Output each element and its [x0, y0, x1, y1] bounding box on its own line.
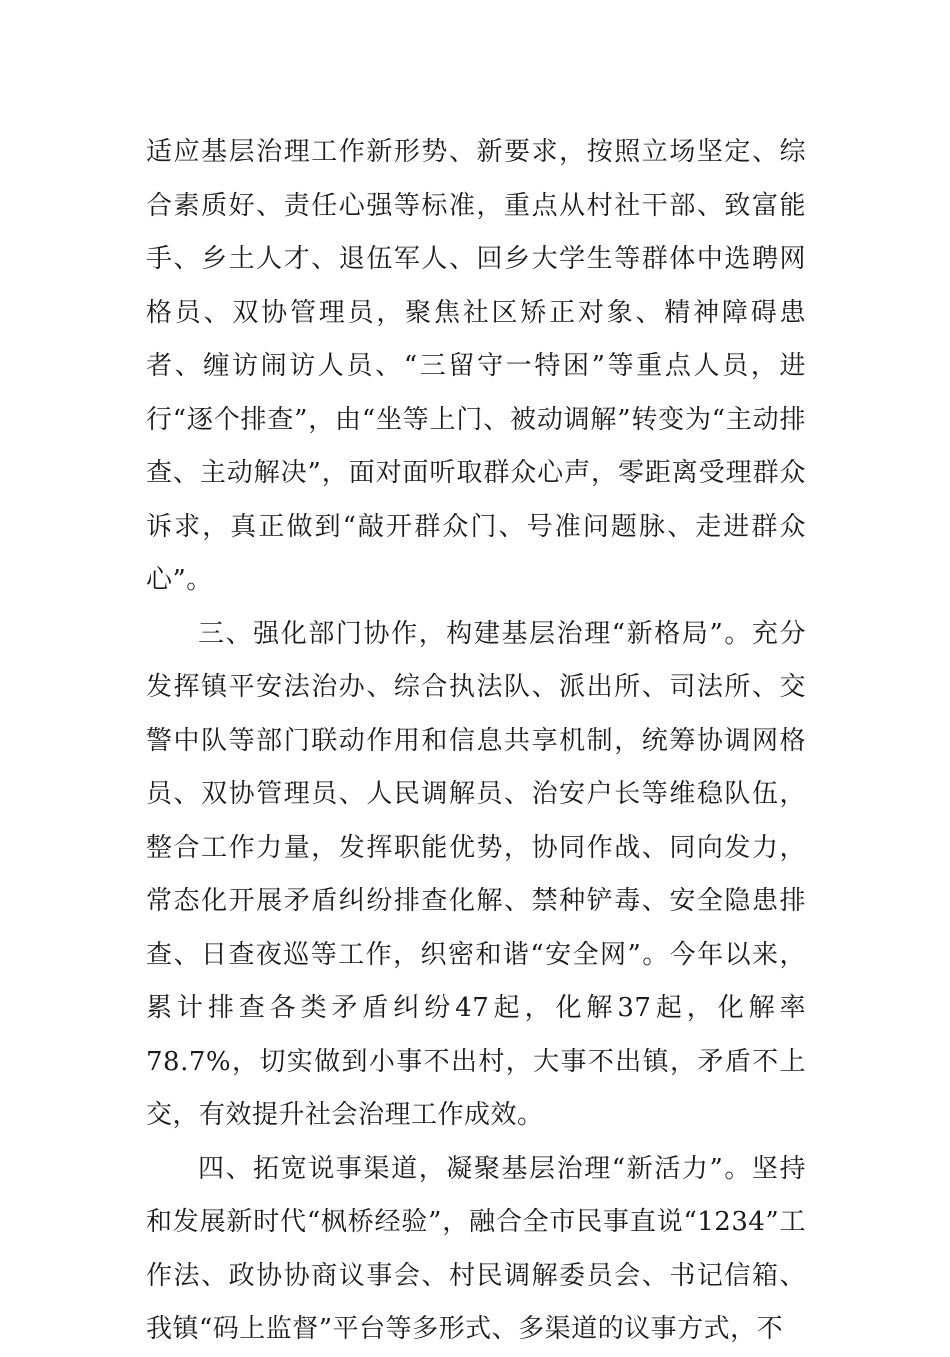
paragraph-3: 四、拓宽说事渠道，凝聚基层治理“新活力”。坚持和发展新时代“枫桥经验”，融合全市民事直说“1234”工作法、政协协商议事会、村民调解委员会、书记信箱、我镇“码上监督”平台等多形式、多渠道的议事方式，不 — [146, 1153, 806, 1344]
paragraph-2: 三、强化部门协作，构建基层治理“新格局”。充分发挥镇平安法治办、综合执法队、派出所、司法所、交警中队等部门联动作用和信息共享机制，统筹协调网格员、双协管理员、人民调解员、治安户长等维稳队伍，整合工作力量，发挥职能优势，协同作战、同向发力，常态化开展矛盾纠纷排查化解、禁种铲毒、安全隐患排查、日查夜巡等工作，织密和谐“安全网”。今年以来，累计排查各类矛盾纠纷47起，化解37起，化解率78.7%，切实做到小事不出村，大事不出镇，矛盾不上交，有效提升社会治理工作成效。 — [146, 618, 806, 1130]
document-page — [146, 126, 806, 1357]
paragraph-1: 适应基层治理工作新形势、新要求，按照立场坚定、综合素质好、责任心强等标准，重点从村社干部、致富能手、乡土人才、退伍军人、回乡大学生等群体中选聘网格员、双协管理员，聚焦社区矫正对象、精神障碍患者、缠访闹访人员、“三留守一特困”等重点人员，进行“逐个排查”，由“坐等上门、被动调解”转变为“主动排查、主动解决”，面对面听取群众心声，零距离受理群众诉求，真正做到“敲开群众门、号准问题脉、走进群众心”。 — [146, 137, 806, 595]
